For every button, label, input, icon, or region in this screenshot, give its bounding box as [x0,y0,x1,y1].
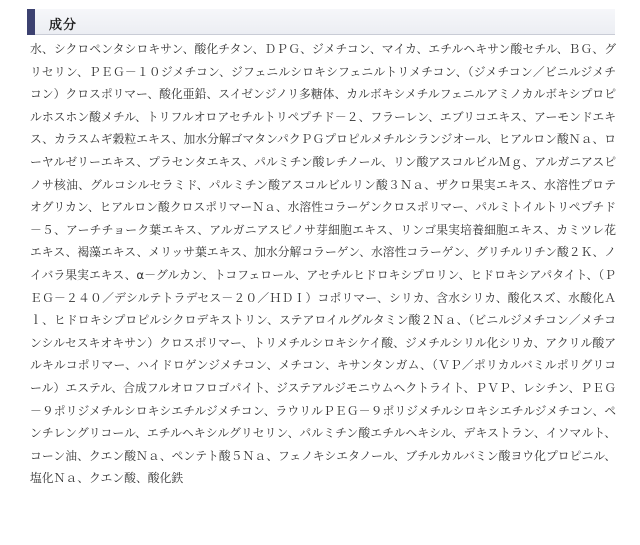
section-title: 成分 [49,18,78,33]
section-header [27,9,615,35]
ingredients-text: 水、シクロペンタシロキサン、酸化チタン、ＤＰＧ、ジメチコン、マイカ、エチルヘキサン酸セチル、ＢＧ、グリセリン、ＰＥＧ－１０ジメチコン、ジフェニルシロキシフェニルトリメチコン、（ジメチコン／ビニルジメチコン）クロスポリマー、酸化亜鉛、スイゼンジノリ多糖体、カルボキシメチルフェニルアミノカルボキシプロピルホスホン酸メチル、トリフルオロアセチルトリペプチド－２、フラーレン、エブリコエキス、アーモンドエキス、カラスムギ穀粒エキス、加水分解ゴマタンパクＰＧプロピルメチルシランジオール、ヒアルロン酸Ｎａ、ローヤルゼリーエキス、プラセンタエキス、パルミチン酸レチノール、リン酸アスコルビルＭｇ、アルガニアスピノサ核油、グルコシルセラミド、パルミチン酸アスコルビルリン酸３Ｎａ、ザクロ果実エキス、水溶性プロテオグリカン、ヒアルロン酸クロスポリマーＮａ、水溶性コラーゲンクロスポリマー、パルミトイルトリペプチド－５、アーチチョーク葉エキス、アルガニアスピノサ芽細胞エキス、リンゴ果実培養細胞エキス、カミツレ花エキス、褐藻エキス、メリッサ葉エキス、加水分解コラーゲン、水溶性コラーゲン、グリチルリチン酸２Ｋ、ノイバラ果実エキス、α－グルカン、トコフェロール、アセチルヒドロキシプロリン、ヒドロキシアパタイト、（ＰＥＧ－２４０／デシルテトラデセス－２０／ＨＤＩ）コポリマー、シリカ、含水シリカ、酸化スズ、水酸化Ａｌ、ヒドロキシプロピルシクロデキストリン、ステアロイルグルタミン酸２Ｎａ、（ビニルジメチコン／メチコンシルセスキオキサン）クロスポリマー、トリメチルシロキシケイ酸、ジメチルシリル化シリカ、アクリル酸アルキルコポリマー、ハイドロゲンジメチコン、メチコン、キサンタンガム、（ＶＰ／ポリカルバミルポリグリコール）エステル、合成フルオロフロゴパイト、ジステアルジモニウムヘクトライト、ＰＶＰ、レシチン、ＰＥＧ－９ポリジメチルシロキシエチルジメチコン、ラウリルＰＥＧ－９ポリジメチルシロキシエチルジメチコン、ペンチレングリコール、エチルヘキシルグリセリン、パルミチン酸エチルヘキシル、デキストラン、イソマルト、コーン油、クエン酸Ｎａ、ペンテト酸５Ｎａ、フェノキシエタノール、ブチルカルバミン酸ヨウ化プロピニル、塩化Ｎａ、クエン酸、酸化鉄 [30,42,616,486]
section-accent-bar [27,9,35,35]
